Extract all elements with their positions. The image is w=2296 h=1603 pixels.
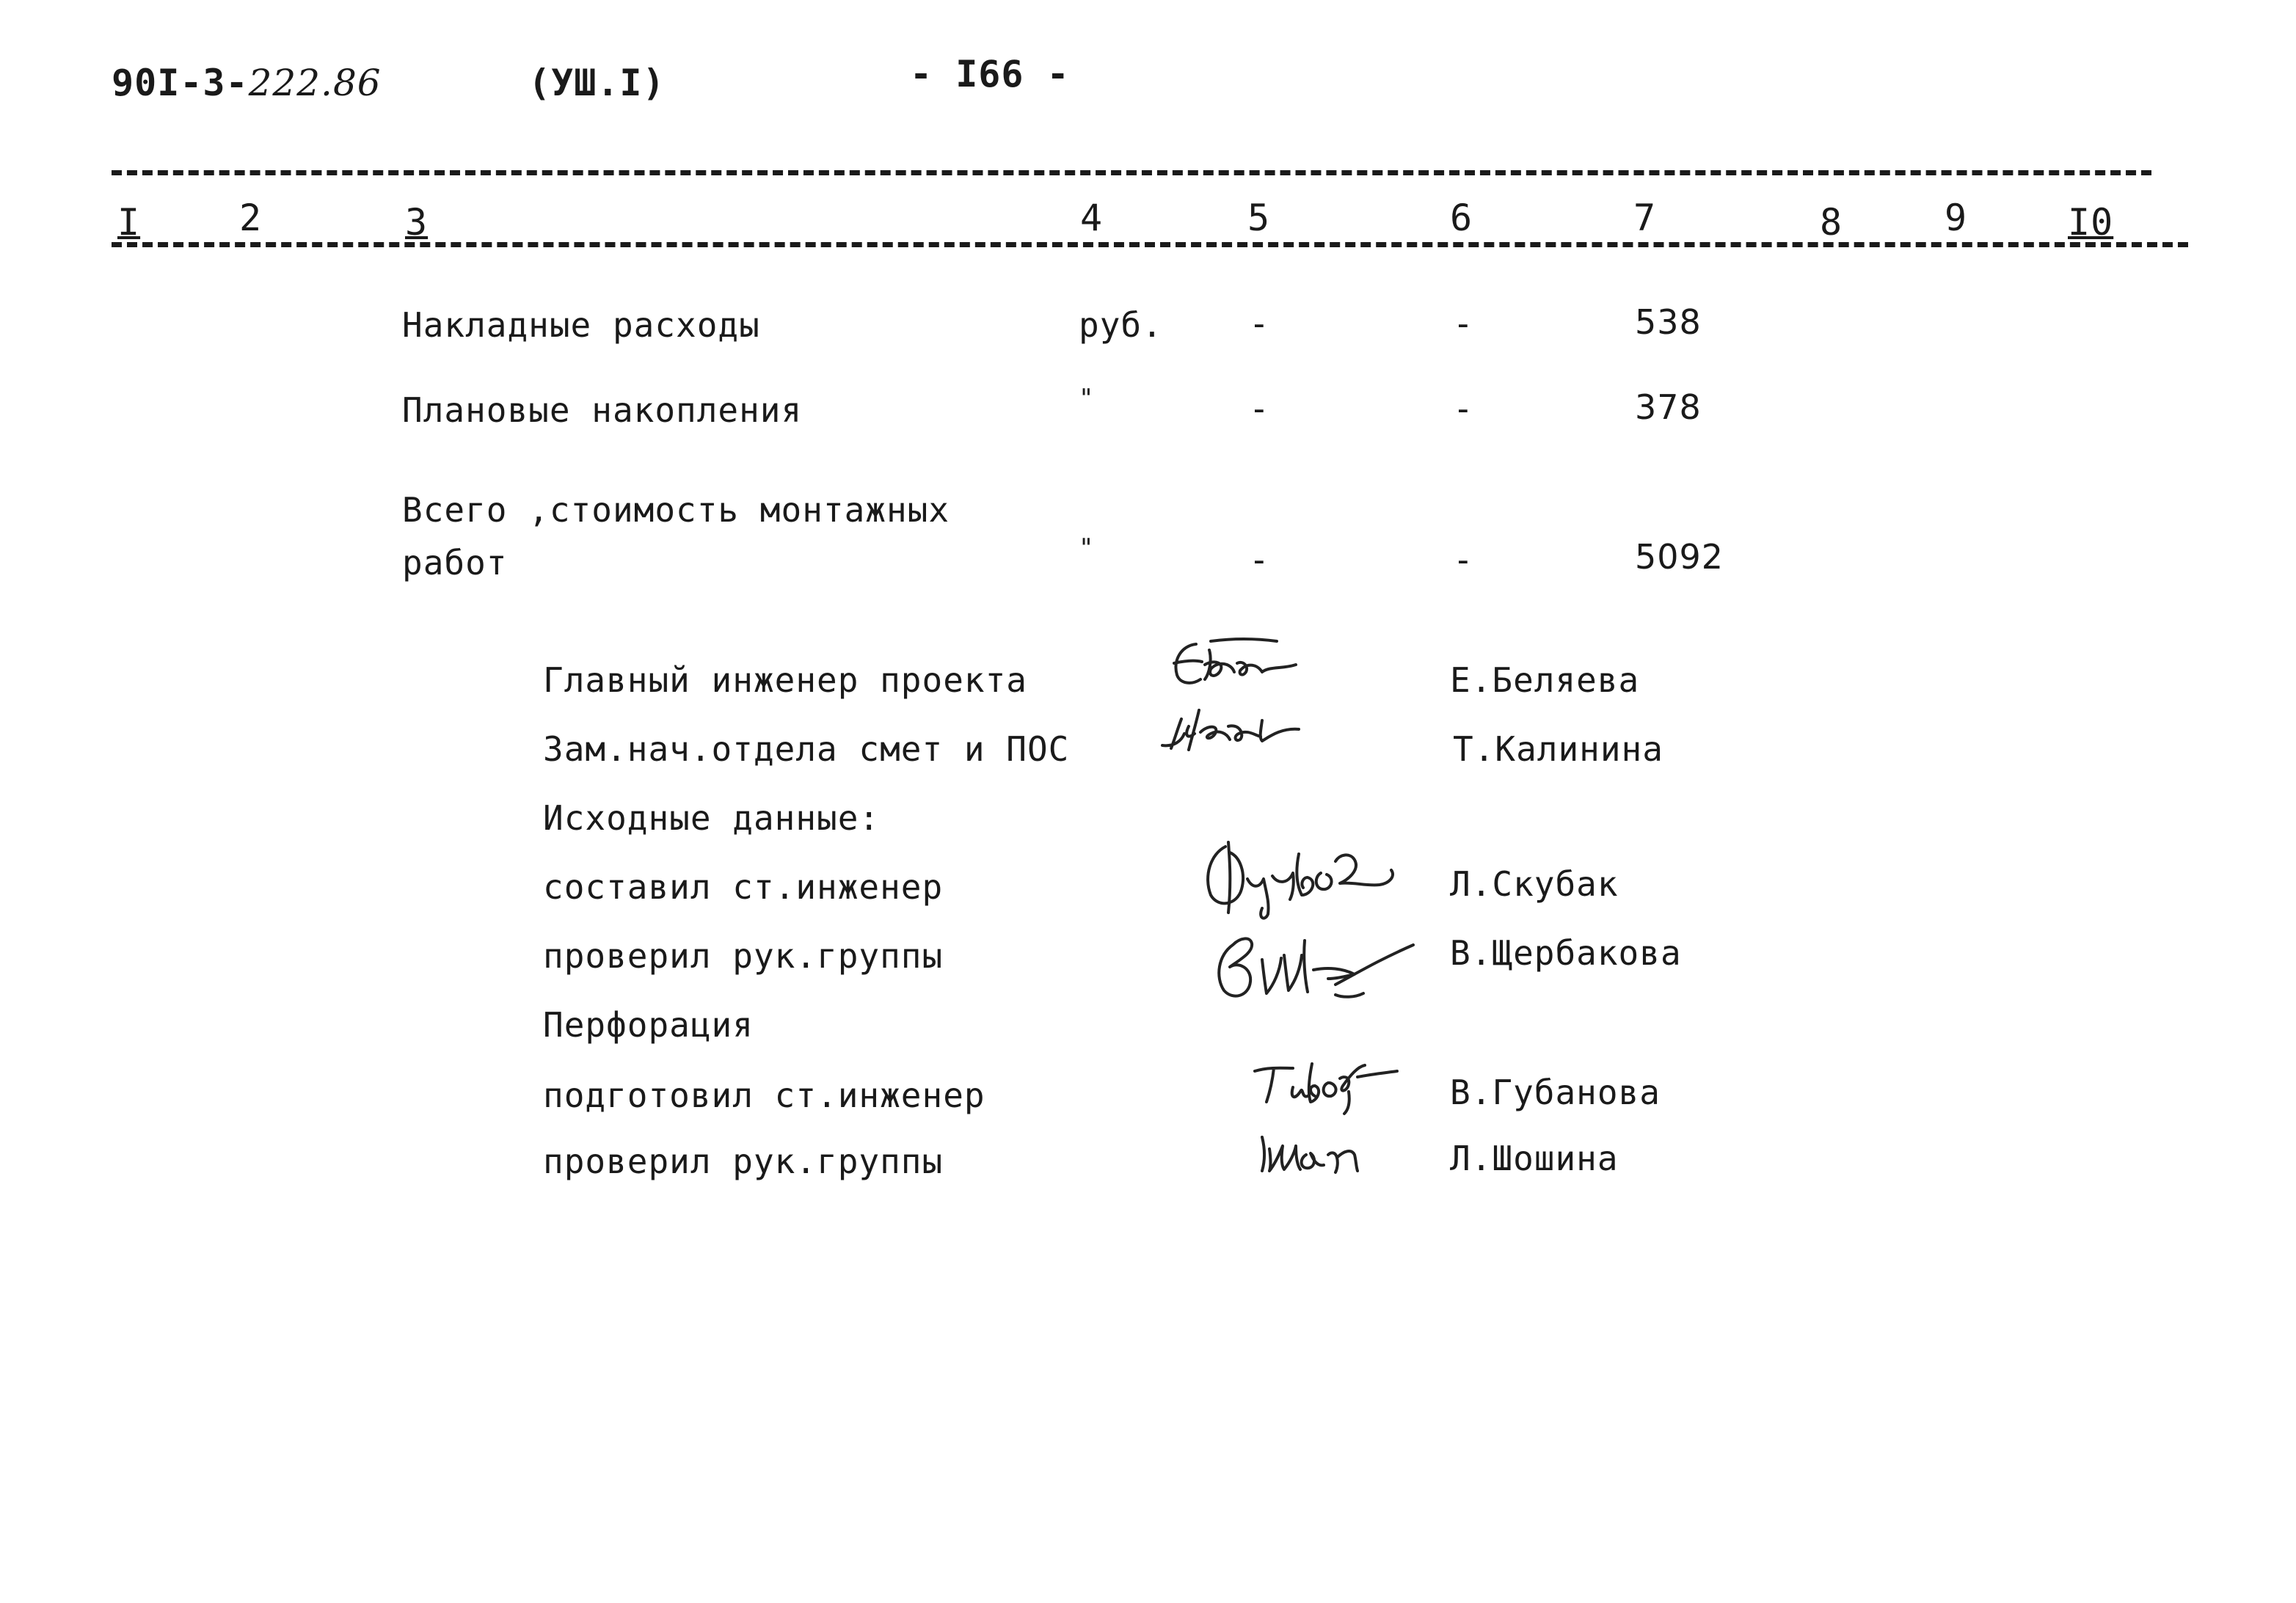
signatory-name: В.Губанова — [1450, 1073, 1661, 1112]
handwritten-signature — [1159, 704, 1335, 763]
row-name: Плановые накопления — [402, 390, 803, 430]
handwritten-signature — [1211, 926, 1424, 1007]
column-number: 7 — [1633, 197, 1657, 239]
handwritten-signature — [1255, 1127, 1402, 1178]
row-value: 378 — [1635, 387, 1702, 427]
document-code-prefix: 90I-3- — [112, 62, 249, 104]
row-name-line1: Всего ,стоимость монтажных — [402, 490, 950, 530]
row-unit: руб. — [1079, 305, 1163, 345]
signature-role: проверил рук.группы — [543, 936, 944, 976]
row-unit: " — [1079, 533, 1095, 563]
column-number: I — [117, 201, 141, 244]
row-name-line2: работ — [402, 543, 508, 583]
row-value: 538 — [1635, 302, 1702, 342]
signature-role: проверил рук.группы — [543, 1142, 944, 1181]
signatory-name: Т.Калинина — [1453, 729, 1663, 769]
row-col6: - — [1453, 389, 1474, 428]
column-number: 5 — [1247, 197, 1271, 239]
signature-role: Зам.нач.отдела смет и ПОС — [543, 729, 1070, 769]
signature-role: Исходные данные: — [543, 798, 881, 838]
column-number: I0 — [2068, 201, 2114, 244]
column-number: 6 — [1450, 197, 1473, 239]
column-number: 2 — [239, 197, 263, 239]
handwritten-signature — [1167, 631, 1313, 697]
section-number: (УШ.I) — [528, 62, 666, 104]
document-code — [112, 62, 382, 104]
signatory-name: Л.Шошина — [1450, 1139, 1619, 1178]
handwritten-signature — [1247, 1056, 1409, 1115]
row-col6: - — [1453, 540, 1474, 580]
signatory-name: В.Щербакова — [1450, 933, 1682, 973]
signatory-name: Е.Беляева — [1450, 660, 1640, 700]
signature-role: Перфорация — [543, 1005, 754, 1045]
signature-role: подготовил ст.инженер — [543, 1076, 985, 1115]
signatory-name: Л.Скубак — [1450, 864, 1619, 904]
row-name: Накладные расходы — [402, 305, 760, 345]
row-value: 5092 — [1635, 537, 1724, 577]
row-col5: - — [1249, 540, 1270, 580]
column-number: 3 — [405, 201, 429, 244]
column-header-dashed-rule — [112, 242, 2188, 247]
document-code-suffix: 222.86 — [248, 62, 382, 104]
handwritten-signature — [1196, 832, 1416, 927]
top-dashed-rule — [112, 170, 2151, 175]
column-number: 4 — [1080, 197, 1104, 239]
row-unit: " — [1079, 384, 1095, 413]
row-col6: - — [1453, 304, 1474, 343]
column-number: 9 — [1945, 197, 1968, 239]
row-col5: - — [1249, 304, 1270, 343]
column-number: 8 — [1820, 201, 1843, 244]
signature-role: Главный инженер проекта — [543, 660, 1027, 700]
signature-role: составил ст.инженер — [543, 867, 944, 907]
page-number: - I66 - — [910, 53, 1070, 95]
row-col5: - — [1249, 389, 1270, 428]
